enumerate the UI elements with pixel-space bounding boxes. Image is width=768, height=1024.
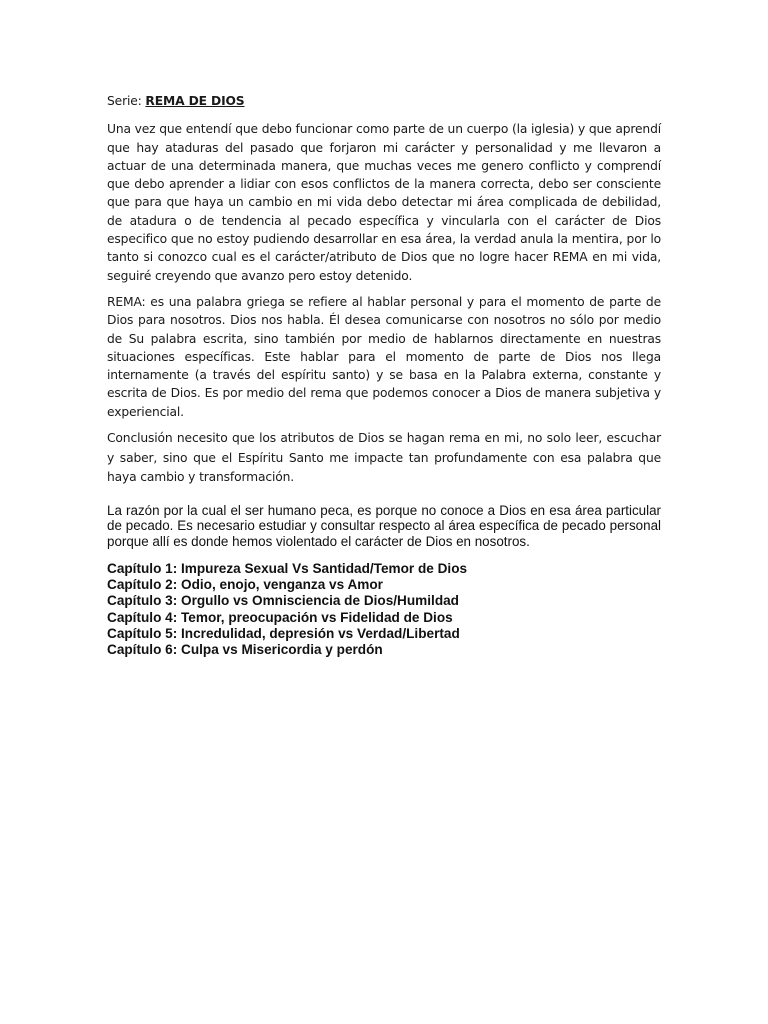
series-heading — [107, 92, 661, 110]
sin-reason-paragraph: La razón por la cual el ser humano peca, es porque no conoce a Dios en esa área particular de pecado. Es necesario estudiar y consultar respecto al área específica de pecado personal porque allí es donde hemos violentado el carácter de Dios en nosotros. — [107, 502, 661, 549]
chapter-item: Capítulo 1: Impureza Sexual Vs Santidad/Temor de Dios — [107, 561, 468, 577]
chapter-item: Capítulo 3: Orgullo vs Omnisciencia de Dios/Humildad — [107, 593, 459, 609]
rema-definition-paragraph: REMA: es una palabra griega se refiere al hablar personal y para el momento de parte de Dios para nosotros. Dios nos habla. Él desea comunicarse con nosotros no sólo por medio de Su palabra escrita, sino también por medio de hablarnos directamente en nuestras situaciones específicas. Este hablar para el momento de parte de Dios nos llega internamente (a través del espíritu santo) y se basa en la Palabra externa, constante y escrita de Dios. Es por medio del rema que podemos conocer a Dios de manera subjetiva y experiencial. — [107, 294, 661, 419]
chapter-item: Capítulo 6: Culpa vs Misericordia y perdón — [107, 642, 383, 658]
series-label: Serie: — [107, 94, 146, 108]
chapter-item: Capítulo 2: Odio, enojo, venganza vs Amor — [107, 577, 383, 593]
conclusion-paragraph: Conclusión necesito que los atributos de Dios se hagan rema en mi, no solo leer, escuchar y saber, sino que el Espíritu Santo me impacte tan profundamente con esa palabra que haya cambio y transformación. — [107, 431, 661, 485]
document-page — [107, 92, 661, 658]
series-title: REMA DE DIOS — [145, 94, 245, 108]
chapter-item: Capítulo 5: Incredulidad, depresión vs Verdad/Libertad — [107, 625, 460, 641]
chapter-list — [107, 561, 661, 658]
intro-paragraph: Una vez que entendí que debo funcionar como parte de un cuerpo (la iglesia) y que aprendí que hay ataduras del pasado que forjaron mi carácter y personalidad y me llevaron a actuar de una determinada manera, que muchas veces me genero conflicto y comprendí que debo aprender a lidiar con esos conflictos de la manera correcta, debo ser consciente que para que haya un cambio en mi vida debo detectar mi área complicada de debilidad, de atadura o de tendencia al pecado específica y vincularla con el carácter de Dios especifico que no estoy pudiendo desarrollar en esa área, la verdad anula la mentira, por lo tanto si conozco cual es el carácter/atributo de Dios que no logre hacer REMA en mi vida, seguiré creyendo que avanzo pero estoy detenido. — [107, 122, 661, 283]
chapter-item: Capítulo 4: Temor, preocupación vs Fidelidad de Dios — [107, 609, 453, 625]
